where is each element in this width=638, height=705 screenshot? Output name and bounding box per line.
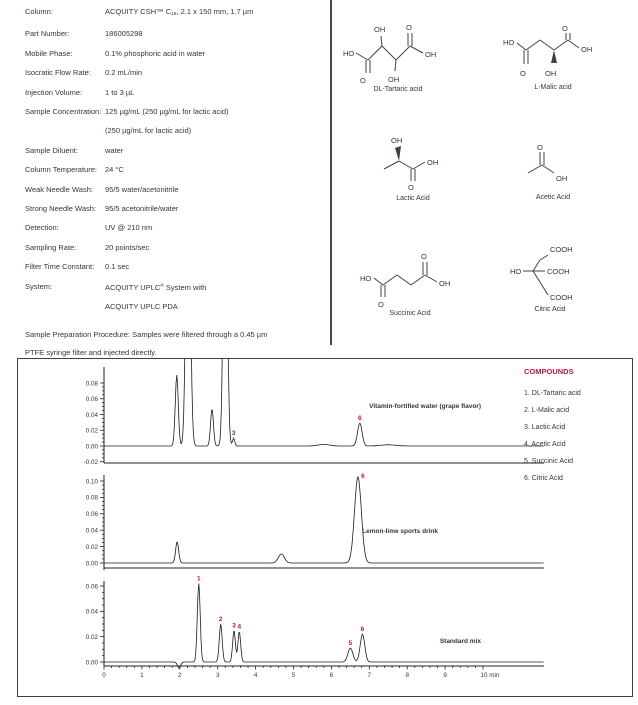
condition-row [25, 180, 325, 199]
bond [540, 40, 554, 50]
atom-label: OH [387, 75, 399, 84]
condition-text: 95/5 acetonitrile/water [105, 204, 179, 214]
structure-drawing [378, 133, 448, 193]
x-tick-label: 8 [405, 672, 409, 679]
structure-drawing [360, 250, 460, 308]
peak-number-label: 4 [237, 623, 242, 631]
condition-row [25, 277, 325, 317]
condition-text: ACQUITY CSH™ C [105, 7, 172, 16]
atom-label: O [537, 143, 543, 152]
condition-text: 1 to 3 µL [105, 87, 135, 97]
condition-row [25, 218, 325, 237]
atom-label: O [405, 23, 412, 32]
compound-item: 5. Succinic Acid [524, 458, 574, 465]
bond [384, 161, 399, 169]
x-tick-label: 10 min [480, 672, 500, 679]
chromatogram-standard-mix [18, 575, 578, 696]
structure-dl-tartaric-acid [338, 20, 458, 93]
condition-value [105, 277, 206, 317]
chromatogram-trace [104, 584, 544, 669]
condition-value-line [105, 277, 206, 297]
atom-label: HO [342, 49, 354, 58]
y-tick-label: 0.06 [85, 396, 98, 404]
vertical-divider [330, 0, 332, 345]
condition-row [25, 141, 325, 160]
peak-number-label: 2 [218, 615, 223, 623]
condition-text: 20 points/sec [105, 242, 150, 252]
y-tick-label: 0.00 [85, 443, 98, 451]
condition-value-line [105, 121, 229, 140]
condition-label: Sampling Rate: [25, 242, 77, 252]
x-tick-label: 3 [215, 672, 220, 679]
condition-text: 0.1% phosphoric acid in water [105, 48, 206, 58]
atom-label: COOH [547, 267, 570, 276]
y-tick-label: 0.00 [85, 659, 98, 667]
condition-value-line [105, 63, 142, 82]
condition-row [25, 63, 325, 82]
bond [411, 275, 425, 285]
condition-value [105, 63, 142, 82]
compound-item: 1. DL-Tartaric acid [524, 390, 581, 397]
atom-label: O [562, 24, 568, 33]
bond [542, 165, 554, 173]
condition-value-line [105, 44, 205, 63]
condition-row [25, 83, 325, 102]
compound-item: 3. Lactic Acid [524, 424, 566, 431]
condition-label: Column: [25, 7, 53, 16]
y-tick-label: 0.02 [85, 543, 98, 551]
condition-row [25, 160, 325, 179]
condition-value-line [105, 199, 178, 218]
y-tick-label: 0.04 [85, 608, 98, 616]
citric-acid-structure-icon [510, 238, 590, 304]
sample-prep-note-line: Sample Preparation Procedure: Samples were filtered through a 0.45 µm [25, 330, 268, 339]
compounds-legend-list [524, 385, 629, 487]
acetic-acid-structure-icon [523, 140, 583, 192]
sample-prep-note [25, 326, 337, 362]
bond [526, 40, 540, 50]
x-tick-label: 4 [253, 672, 258, 679]
bond [540, 282, 548, 295]
condition-value [105, 24, 143, 43]
atom-label: HO [503, 38, 515, 47]
condition-value-line [105, 218, 152, 237]
condition-value [105, 257, 129, 276]
condition-value-line [105, 238, 149, 257]
structure-citric-acid [510, 238, 590, 313]
compound-item: 2. L-Malic acid [524, 407, 570, 414]
peak-number-label: 3 [231, 430, 236, 438]
compounds-legend-title: COMPOUNDS [524, 367, 574, 376]
condition-value-line [105, 180, 178, 199]
chromatogram-vitamin-fortified-water [18, 359, 578, 465]
bond [399, 161, 413, 169]
x-tick-label: 2 [178, 672, 182, 679]
condition-label: Filter Time Constant: [25, 262, 95, 272]
condition-value-line [105, 102, 229, 121]
y-tick-label: 0.06 [85, 511, 98, 519]
bond [540, 255, 548, 260]
atom-label: O [520, 69, 526, 78]
x-tick-label: 0 [102, 672, 106, 679]
bond [413, 162, 425, 169]
bond [396, 46, 410, 60]
condition-value [105, 141, 123, 160]
condition-value [105, 44, 205, 63]
structure-label: DL-Tartaric acid [373, 86, 423, 93]
condition-row [25, 238, 325, 257]
structure-lactic-acid [378, 133, 448, 202]
structure-label: Acetic Acid [535, 194, 571, 201]
atom-label: COOH [550, 245, 573, 254]
sample-prep-note-line: PTFE syringe filter and injected directly. [25, 348, 157, 357]
condition-value-line [105, 2, 253, 24]
chromatogram-lemon-lime-sports-drink [18, 469, 578, 571]
condition-row [25, 44, 325, 63]
bond [554, 40, 568, 50]
x-tick-label: 9 [443, 672, 447, 679]
condition-value-line [105, 297, 206, 316]
condition-row [25, 24, 325, 43]
wedge-bond [395, 146, 401, 161]
peak-number-label: 3 [232, 622, 236, 630]
y-tick-label: 0.06 [85, 583, 98, 591]
atom-label: O [359, 76, 366, 84]
structure-label: Lactic Acid [396, 195, 430, 202]
bond [517, 43, 526, 50]
condition-text: 95/5 water/acetonitrile [105, 184, 179, 194]
y-tick-label: 0.00 [85, 560, 98, 568]
condition-value [105, 199, 178, 218]
conditions-table [25, 2, 325, 317]
bond [383, 275, 397, 285]
structure-l-malic-acid [503, 22, 603, 91]
panel-title-standard-mix: Standard mix [439, 638, 481, 645]
x-tick-label: 1 [140, 672, 144, 679]
structure-drawing [523, 140, 583, 192]
bond [528, 165, 542, 173]
structure-label: Succinic Acid [389, 310, 431, 317]
panel-title-vitamin-fortified-water: Vitamin-fortified water (grape flavor) [369, 403, 481, 410]
bond [395, 60, 396, 71]
peak-number-label: 5 [348, 640, 353, 648]
atom-label: O [421, 252, 427, 261]
condition-value [105, 2, 253, 24]
condition-label: Weak Needle Wash: [25, 184, 93, 194]
bond [425, 275, 437, 282]
structure-drawing [341, 20, 456, 84]
condition-row [25, 199, 325, 218]
condition-row [25, 2, 325, 24]
condition-text: , 2.1 x 150 mm, 1.7 µm [176, 7, 254, 16]
bond [410, 46, 423, 53]
condition-text: 0.2 mL/min [105, 68, 143, 78]
condition-value-line [105, 83, 134, 102]
condition-text: ACQUITY UPLC [105, 282, 161, 292]
atom-label: OH [424, 50, 436, 59]
y-tick-label: 0.08 [85, 494, 98, 502]
y-tick-label: 0.04 [85, 411, 98, 419]
condition-text: 186005298 [105, 29, 143, 39]
structure-drawing [503, 22, 603, 82]
atom-label: HO [360, 274, 372, 283]
atom-label: OH [556, 174, 568, 183]
atom-label: O [408, 183, 414, 192]
condition-value [105, 180, 178, 199]
condition-text: 125 µg/mL (250 µg/mL for lactic acid) [105, 107, 229, 117]
x-tick-label: 5 [291, 672, 296, 679]
condition-value-line [105, 141, 123, 160]
condition-value [105, 218, 152, 237]
atom-label: OH [391, 136, 403, 145]
bond [568, 40, 579, 48]
atom-label: O [378, 300, 384, 308]
atom-label: OH [581, 45, 593, 54]
condition-text: (250 µg/mL for lactic acid) [105, 126, 192, 136]
dl-tartaric-acid-structure-icon [338, 20, 458, 84]
bond [368, 46, 382, 60]
condition-text: water [105, 145, 124, 155]
condition-label: Injection Volume: [25, 87, 83, 97]
lactic-acid-structure-icon [378, 133, 448, 193]
compounds-legend [524, 366, 629, 487]
condition-text: 24 °C [105, 165, 124, 175]
atom-label: HO [510, 267, 522, 276]
wedge-bond [551, 50, 557, 63]
condition-value [105, 238, 149, 257]
peak-number-label: 6 [360, 626, 365, 634]
condition-row [25, 257, 325, 276]
chromatogram-figure-box [17, 358, 633, 697]
condition-label: Mobile Phase: [25, 48, 73, 58]
y-tick-label: -0.02 [83, 459, 98, 465]
condition-row [25, 102, 325, 141]
succinic-acid-structure-icon [360, 250, 460, 308]
bond [374, 278, 383, 285]
chromatogram-trace [104, 477, 544, 563]
atom-label: OH [545, 69, 557, 78]
structure-label: L-Malic acid [534, 84, 572, 91]
bond [533, 260, 540, 271]
y-tick-label: 0.02 [85, 427, 98, 435]
peak-number-label: 6 [358, 415, 362, 423]
condition-label: Sample Diluent: [25, 145, 78, 155]
bond [533, 271, 540, 282]
superscript-text: ® [160, 283, 164, 289]
condition-label: Column Temperature: [25, 165, 97, 175]
condition-value [105, 160, 124, 179]
condition-text: System with [163, 282, 207, 292]
y-tick-label: 0.10 [85, 478, 98, 486]
condition-value-line [105, 257, 129, 276]
bond [382, 46, 396, 60]
atom-label: OH [373, 25, 385, 34]
condition-value-line [105, 24, 143, 43]
y-tick-label: 0.08 [85, 380, 98, 388]
condition-label: System: [25, 281, 53, 291]
peak-number-label: 6 [361, 473, 365, 480]
subscript-text: 18 [171, 12, 177, 17]
bond [381, 36, 382, 46]
condition-value-line [105, 160, 124, 179]
y-tick-label: 0.02 [85, 633, 98, 641]
condition-label: Sample Concentration: [25, 107, 102, 117]
condition-text: ACQUITY UPLC PDA [105, 302, 178, 312]
l-malic-acid-structure-icon [503, 22, 603, 82]
condition-label: Part Number: [25, 29, 70, 39]
atom-label: OH [427, 158, 439, 167]
atom-label: OH [439, 279, 451, 288]
condition-value [105, 83, 134, 102]
compound-item: 6. Citric Acid [524, 475, 563, 482]
x-tick-label: 6 [329, 672, 334, 679]
bond [397, 275, 411, 285]
condition-label: Detection: [25, 223, 59, 233]
atom-label: COOH [550, 293, 573, 302]
condition-label: Isocratic Flow Rate: [25, 68, 91, 78]
peak-number-label: 1 [196, 575, 201, 583]
x-tick-label: 7 [367, 672, 372, 679]
structure-label: Citric Acid [534, 306, 566, 313]
condition-label: Strong Needle Wash: [25, 204, 97, 214]
compound-item: 4. Acetic Acid [524, 441, 566, 448]
condition-value [105, 102, 229, 141]
condition-text: 0.1 sec [105, 262, 130, 272]
panel-title-lemon-lime-sports-drink: Lemon-lime sports drink [362, 528, 438, 535]
structure-drawing [510, 238, 590, 304]
structure-succinic-acid [360, 250, 460, 317]
condition-text: UV @ 210 nm [105, 223, 153, 233]
structure-acetic-acid [523, 140, 583, 201]
bond [356, 53, 368, 60]
y-tick-label: 0.04 [85, 527, 98, 535]
